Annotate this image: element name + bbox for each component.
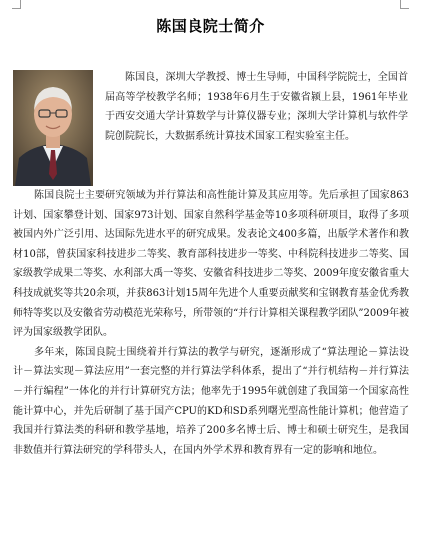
document-title: 陈国良院士简介 [156, 17, 265, 35]
portrait-photo [13, 70, 93, 186]
page-corner-mark-left [12, 0, 21, 9]
paragraph-research: 陈国良院士主要研究领域为并行算法和高性能计算及其应用等。先后承担了国家863计划、国家攀登计划、国家973计划、国家自然科学基金等10多项科研项目，取得了多项被国内外广泛引用、达国际先进水平的研究成果。发表论文400多篇，出版学术著作和教材10部，曾获国家科技进步二等奖、教育部科技进步一等奖、中科院科技进步二等奖、国家级教学成果二等奖、水利部大禹一等奖、安徽省科技进步二等奖、2009年度安徽省重大科技成就奖等共20余项，并获863计划15周年先进个人重要贡献奖和宝钢教育基金优秀教师特等奖以及安徽省劳动模范光荣称号，所带领的“并行计算相关课程教学团队”2009年被评为国家级教学团队。 [13, 190, 409, 339]
body-text [13, 186, 409, 460]
portrait-illustration [13, 70, 93, 186]
page-corner-mark-right [400, 0, 409, 9]
intro-paragraph: 陈国良，深圳大学教授、博士生导师，中国科学院院士，全国首届高等学校教学名师；1938年6月生于安徽省颍上县，1961年毕业于西安交通大学计算数学与计算仪器专业；深圳大学计算机与软件学院创院院长，大数据系统计算技术国家工程实验室主任。 [105, 72, 408, 142]
paragraph-teaching: 多年来，陈国良院士围绕着并行算法的教学与研究，逐渐形成了“算法理论－算法设计－算法实现－算法应用”一套完整的并行算法学科体系，提出了“并行机结构－并行算法－并行编程”一体化的并行计算研究方法；他率先于1995年就创建了我国第一个国家高性能计算中心，并先后研制了基于国产CPU的KD和SD系列曙光型高性能计算机；他营造了我国并行算法类的科研和教学基地，培养了200多名博士后、博士和硕士研究生，是我国非数值并行算法研究的学科带头人，在国内外学术界和教育界有一定的影响和地位。 [13, 346, 409, 456]
